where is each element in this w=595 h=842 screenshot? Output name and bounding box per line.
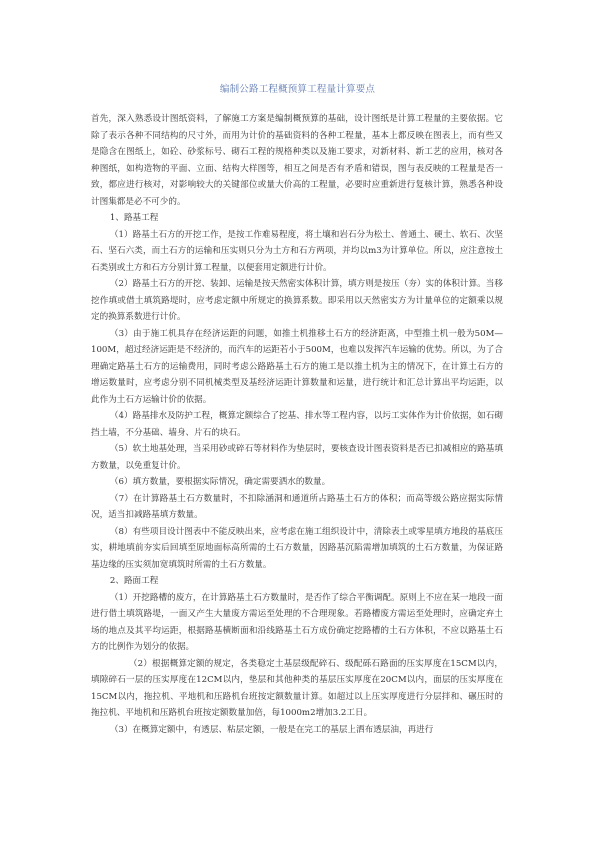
- paragraph: （1）开挖路槽的废方，在计算路基土石方数量时，是否作了综合平衡调配。原则上不应在某一地段一面进行借土填筑路堤，一面又产生大量废方需运至处理的不合理现象。若路槽废方需运至处理时，应确定弃土场的地点及其平均运距，根据路基横断面和沿线路基土石方成份确定挖路槽的土石方体积，不应以路基土石方的比例作为划分的依据。: [91, 592, 503, 652]
- paragraph: （3）由于施工机具存在经济运距的问题，如推土机推移土石方的经济距离，中型推土机一般为50M—100M，超过经济运距是不经济的，而汽车的运距若小于500M，也难以发挥汽车运输的优势。所以，为了合理确定路基土石方的运输费用，同时考虑公路路基土石方的施工是以推土机为主的情况下，在计算土石方的增运数量时，应考虑分别不同机械类型及基经济运距计算数量和运量，进行统计和汇总计算出平均运距，以此作为土石方运输计价的依据。: [91, 328, 503, 405]
- paragraph: （3）在概算定额中，有透层、粘层定额，一般是在完工的基层上洒布透层油，再进行: [109, 724, 434, 735]
- paragraph: （1）路基土石方的开挖工作，是按工作难易程度，将土壤和岩石分为松土、普通土、硬土、软石、次坚石、坚石六类，而土石方的运输和压实则只分为土方和石方两项，并均以m3为计算单位。所以，应注意按土石类别或土方和石方分别计算工程量，以便套用定额进行计价。: [91, 229, 503, 273]
- paragraph: （6）填方数量，要根据实际情况，确定需要洒水的数量。: [109, 477, 331, 487]
- page-title: 编制公路工程概预算工程量计算要点: [219, 84, 376, 95]
- paragraph: （4）路基排水及防护工程，概算定额综合了挖基、排水等工程内容，以圬工实体作为计价依据，如石砌挡土墙，不分基础、墙身、片石的块石。: [91, 411, 503, 438]
- paragraph: （5）软土地基处理，当采用砂或碎石等材料作为垫层时，要核查设计图表资料是否已扣减相应的路基填方数量，以免重复计价。: [91, 444, 503, 471]
- document-body: [91, 111, 503, 738]
- section-heading-pavement: 2、路面工程: [109, 576, 159, 586]
- section-heading-roadbed: 1、路基工程: [109, 213, 159, 223]
- paragraph: （2）根据概算定额的规定，各类稳定土基层级配碎石、级配砾石路面的压实厚度在15CM以内，填隙碎石一层的压实厚度在12CM以内，垫层和其他种类的基层压实厚度在20CM以内，面层的压实厚度在15CM以内，拖拉机、平地机和压路机台班按定额数量计算。如超过以上压实厚度进行分层拌和、碾压时的拖拉机、平地机和压路机台班按定额数量加倍，每1000m2增加3.2工日。: [91, 658, 503, 718]
- paragraph: （2）路基土石方的开挖、装卸、运输是按天然密实体积计算，填方则是按压（夯）实的体积计算。当移挖作填或借土填筑路堤时，应考虑定额中所规定的换算系数。即采用以天然密实方为计量单位的定额乘以规定的换算系数进行计价。: [91, 279, 503, 322]
- paragraph: （8）有些项目设计图表中不能反映出来，应考虑在施工组织设计中，清除表土或零星填方地段的基底压实，耕地填前夯实后回填至原地面标高所需的土石方数量，因路基沉陷需增加填筑的土石方数量，为保证路基边缘的压实须加宽填筑时所需的土石方数量。: [91, 526, 503, 570]
- intro-paragraph: 首先，深入熟悉设计图纸资料，了解施工方案是编制概预算的基础，设计图纸是计算工程量的主要依据。它除了表示各种不同结构的尺寸外，而用为计价的基础资料的各种工程量，基本上都反映在图表上，而有些又是隐含在图纸上，如砼、砂浆标号、砌石工程的规格种类以及施工要求，对新材料、新工艺的应用，核对各种图纸，如构造物的平面、立面、结构大样图等，相互之间是否有矛盾和错误，图与表反映的工程量是否一致，都应进行核对，对影响较大的关键部位或量大价高的工程量，必要时应重新进行复核计算，熟悉各种设计图集都是必不可少的。: [91, 114, 503, 207]
- paragraph: （7）在计算路基土石方数量时，不扣除涵洞和通道所占路基土石方的体积；而高等级公路应据实际情况，适当扣减路基填方数量。: [91, 493, 503, 520]
